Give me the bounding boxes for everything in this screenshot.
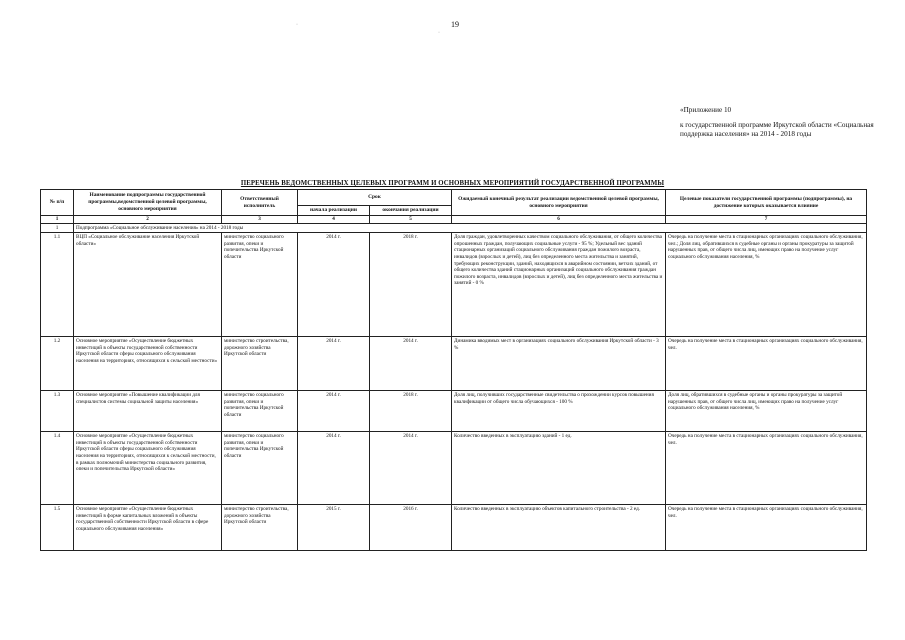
column-number: 3	[222, 216, 298, 224]
table-row	[41, 391, 867, 432]
column-number: 5	[370, 216, 452, 224]
row-name: Основное мероприятие «Повышение квалификации для специалистов системы социальной защиты населения»	[74, 391, 222, 432]
row-end: 2016 г.	[370, 505, 452, 551]
column-number: 7	[666, 216, 867, 224]
subprogram-row	[41, 223, 867, 233]
row-end: 2018 г.	[370, 391, 452, 432]
row-result: Количество введенных в эксплуатацию зданий - 1 ед.	[452, 432, 666, 505]
column-number: 6	[452, 216, 666, 224]
row-result: Доля граждан, удовлетворенных качеством социального обслуживания, от общего количества опрошенных граждан, получающих социальные услуги - 95 %; Удельный вес зданий стационарных организаций социального обслуживания граждан пожилого возраста, инвалидов (взрослых и детей), лиц без определенного места жительства и занятий, требующих реконструкции, зданий, находящихся в аварийном состоянии, ветхих зданий, от общего количества зданий стационарных организаций социального обслуживания граждан пожилого возраста, инвалидов (взрослых и детей), лиц без определенного места жительства и занятий - 0 %	[452, 233, 666, 337]
header-term: Срок	[298, 190, 452, 206]
row-end: 2014 г.	[370, 337, 452, 391]
row-indicators: Очередь на получение места в стационарных организациях социального обслуживания, чел.	[666, 505, 867, 551]
header-num: № п/п	[41, 190, 74, 216]
scan-speck: ·	[438, 30, 440, 36]
row-name: Основное мероприятие «Осуществление бюджетных инвестиций в форме капитальных вложений в объекты государственной собственности Иркутской области в сфере социального обслуживания населения»	[74, 505, 222, 551]
row-indicators: Очередь на получение места в стационарных организациях социального обслуживания, чел.; Доля лиц, обратившихся в судебные органы и органы прокуратуры за защитой нарушенных прав, от общего числа лиц, имеющих право на получение услуг социального обслуживания населения, %	[666, 233, 867, 337]
row-executor: министерство социального развития, опеки и попечительства Иркутской области	[222, 233, 298, 337]
header-start: начала реализации	[298, 206, 370, 216]
row-indicators: Доля лиц, обратившихся в судебные органы и органы прокуратуры за защитой нарушенных прав, от общего числа лиц, имеющих право на получение услуг социального обслуживания населения, %	[666, 391, 867, 432]
row-result: Доля лиц, получивших государственные свидетельства о прохождении курсов повышения квалификации от общего числа обучающихся - 100 %	[452, 391, 666, 432]
header-name: Наименование подпрограммы государственной программы,ведомственной целевой программы, основного мероприятия	[74, 190, 222, 216]
row-end: 2018 г.	[370, 233, 452, 337]
row-indicators: Очередь на получение места в стационарных организациях социального обслуживания, чел.	[666, 337, 867, 391]
row-num: 1.2	[41, 337, 74, 391]
scan-speck: ·	[296, 22, 298, 28]
row-start: 2015 г.	[298, 505, 370, 551]
row-executor: министерство социального развития, опеки и попечительства Иркутской области	[222, 432, 298, 505]
row-result: Количество введенных в эксплуатацию объектов капитального строительства - 2 ед.	[452, 505, 666, 551]
row-end: 2014 г.	[370, 432, 452, 505]
row-executor: министерство строительства, дорожного хозяйства Иркутской области	[222, 505, 298, 551]
header-result: Ожидаемый конечный результат реализации ведомственной целевой программы, основного мероприятия	[452, 190, 666, 216]
row-name: Основное мероприятие «Осуществление бюджетных инвестиций в объекты государственной собственности Иркутской области сферы социального обслуживания населения на территориях, относящихся к сельской местности, в рамках полномочий министерства социального развития, опеки и попечительства Иркутской области»	[74, 432, 222, 505]
table-row	[41, 233, 867, 337]
row-num: 1.1	[41, 233, 74, 337]
row-start: 2014 г.	[298, 391, 370, 432]
row-start: 2014 г.	[298, 432, 370, 505]
column-numbers-row	[41, 216, 867, 224]
document-title: ПЕРЕЧЕНЬ ВЕДОМСТВЕННЫХ ЦЕЛЕВЫХ ПРОГРАММ И ОСНОВНЫХ МЕРОПРИЯТИЙ ГОСУДАРСТВЕННОЙ ПРОГРАММЫ	[240, 180, 665, 187]
subprogram-num: 1	[41, 223, 74, 233]
row-result: Динамика вводимых мест в организациях социального обслуживания Иркутской области - 3 %	[452, 337, 666, 391]
row-executor: министерство строительства, дорожного хозяйства Иркутской области	[222, 337, 298, 391]
subprogram-title: Подпрограмма «Социальное обслуживание населения» на 2014 - 2018 годы	[74, 223, 867, 233]
table-row	[41, 337, 867, 391]
header-end: окончания реализации	[370, 206, 452, 216]
table-row	[41, 505, 867, 551]
row-start: 2014 г.	[298, 233, 370, 337]
appendix-title: «Приложение 10	[680, 106, 732, 114]
column-number: 1	[41, 216, 74, 224]
row-num: 1.4	[41, 432, 74, 505]
header-executor: Ответственный исполнитель	[222, 190, 298, 216]
programs-table	[40, 189, 867, 551]
page-number: 19	[451, 20, 459, 29]
column-number: 4	[298, 216, 370, 224]
appendix-note	[680, 106, 880, 139]
table-row	[41, 432, 867, 505]
row-name: ВЦП «Социальное обслуживание населения Иркутской области»	[74, 233, 222, 337]
column-number: 2	[74, 216, 222, 224]
table-header-row	[41, 190, 867, 206]
header-indicators: Целевые показатели государственной программы (подпрограммы), на достижение которых оказывается влияние	[666, 190, 867, 216]
appendix-text: к государственной программе Иркутской области «Социальная поддержка населения» на 2014 - 2018 годы	[680, 121, 874, 138]
row-num: 1.5	[41, 505, 74, 551]
row-name: Основное мероприятие «Осуществление бюджетных инвестиций в объекты государственной собственности Иркутской области сферы социального обслуживания населения на территориях, относящихся к сельской местности»	[74, 337, 222, 391]
row-start: 2014 г.	[298, 337, 370, 391]
row-indicators: Очередь на получение места в стационарных организациях социального обслуживания, чел.	[666, 432, 867, 505]
row-executor: министерство социального развития, опеки и попечительства Иркутской области	[222, 391, 298, 432]
row-num: 1.3	[41, 391, 74, 432]
